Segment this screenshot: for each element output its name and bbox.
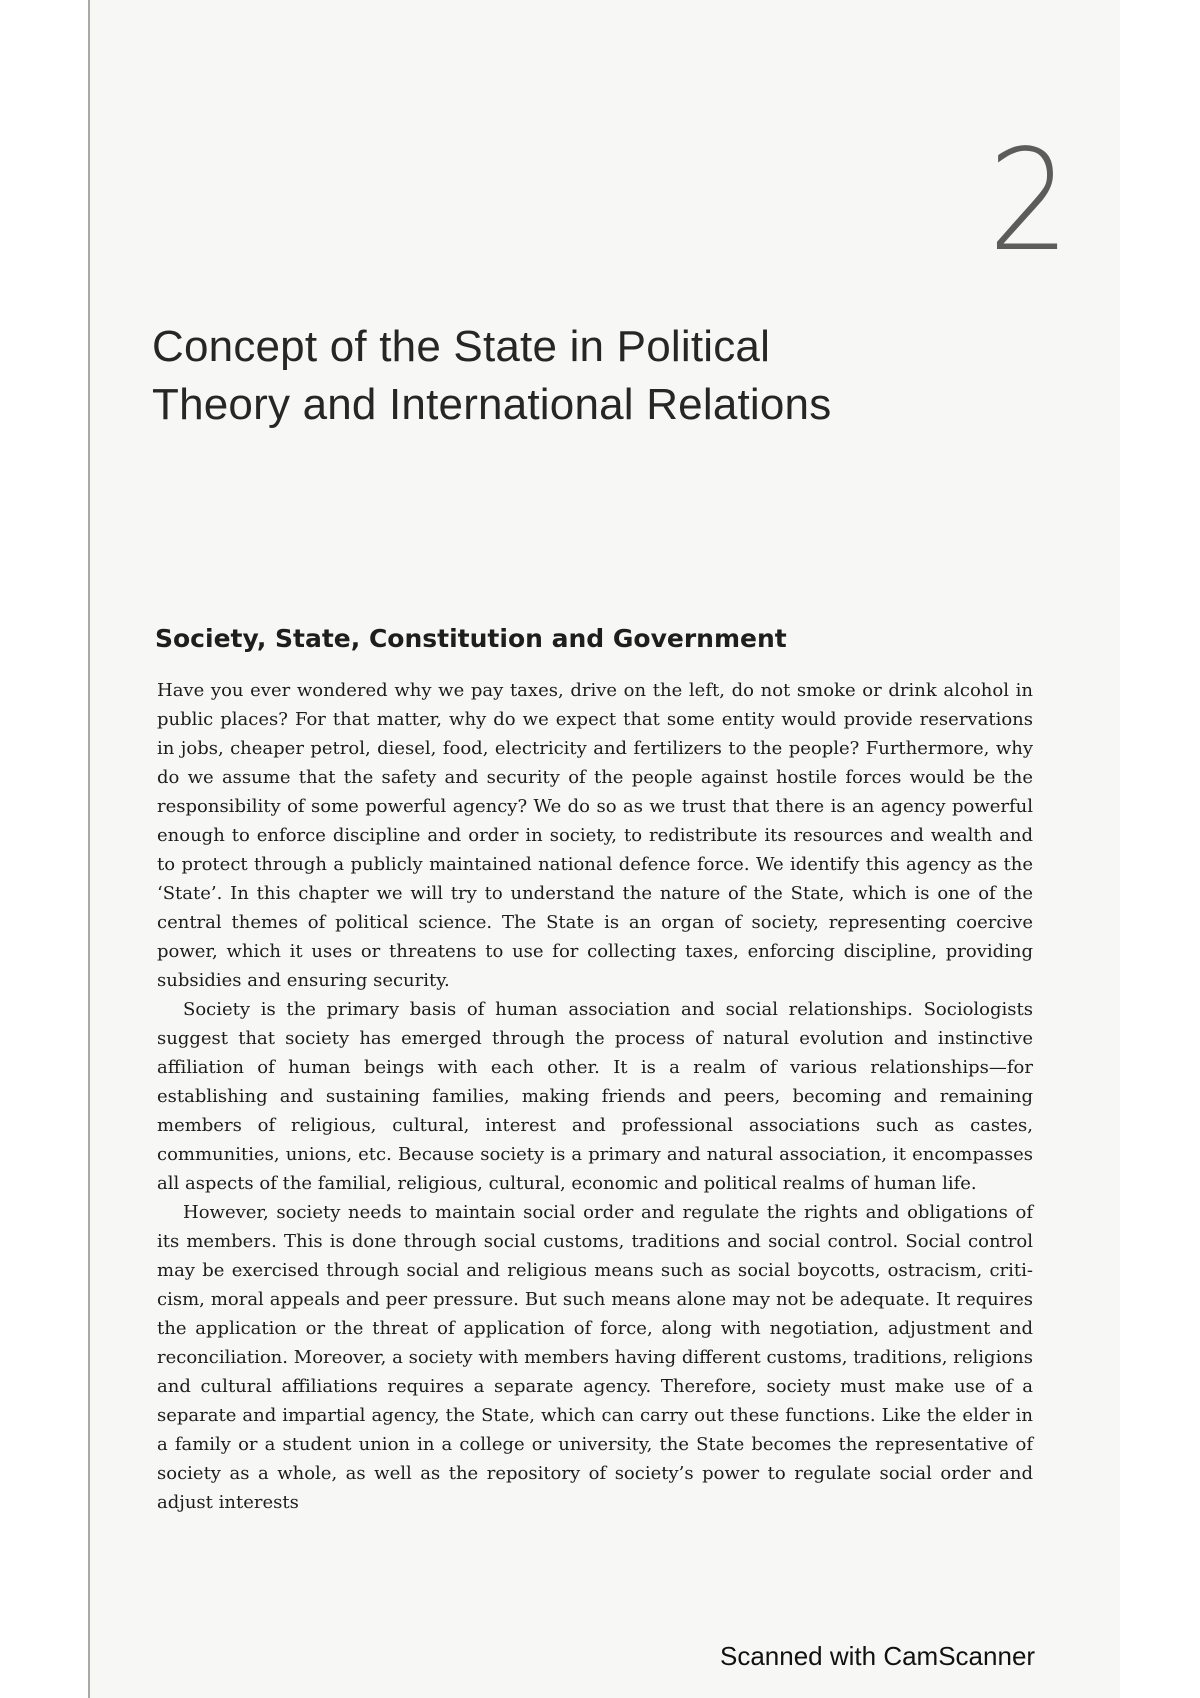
body-text — [157, 676, 1033, 1517]
chapter-title — [152, 318, 972, 434]
chapter-number: 2 — [988, 120, 1070, 283]
section-heading: Society, State, Constitution and Government — [155, 624, 787, 653]
paragraph-3: However, society needs to maintain social order and regulate the rights and obligations of its members. This is done through social customs, traditions and social control. Social control may be exercised through social and religious means such as social boycotts, ostracism, criticism, moral appeals and peer pressure. But such means alone may not be adequate. It requires the application or the threat of application of force, along with negotiation, adjustment and reconciliation. Moreover, a society with members having different customs, traditions, religions and cultural affiliations requires a separate agency. Therefore, society must make use of a separate and impartial agency, the State, which can carry out these functions. Like the elder in a family or a student union in a college or university, the State becomes the representative of society as a whole, as well as the repository of society’s power to regulate social order and adjust interests — [157, 1202, 1033, 1513]
paragraph-1: Have you ever wondered why we pay taxes, drive on the left, do not smoke or drink alcohol in public places? For that matter, why do we expect that some entity would provide reservations in jobs, cheaper petrol, diesel, food, electricity and fertilizers to the people? Furthermore, why do we assume that the safety and security of the people against hostile forces would be the responsibility of some powerful agency? We do so as we trust that there is an agency powerful enough to enforce discipline and order in society, to redistribute its resources and wealth and to protect through a publicly maintained national defence force. We identify this agency as the ‘State’. In this chapter we will try to understand the nature of the State, which is one of the central themes of political science. The State is an organ of society, representing coercive power, which it uses or threatens to use for collecting taxes, enforcing discipline, providing subsidies and ensuring security. — [157, 680, 1033, 991]
paragraph-2: Society is the primary basis of human association and social relationships. Sociologists suggest that society has emerged through the process of natural evolution and instinctive affiliation of human beings with each other. It is a realm of various relationships—for establishing and sustaining families, making friends and peers, becoming and remaining members of religious, cultural, interest and professional associations such as castes, communities, unions, etc. Because society is a primary and natural association, it encompasses all aspects of the familial, religious, cultural, economic and political realms of human life. — [157, 999, 1033, 1194]
camscanner-watermark: Scanned with CamScanner — [720, 1641, 1036, 1671]
chapter-title-line-2: Theory and International Relations — [152, 380, 832, 429]
chapter-title-line-1: Concept of the State in Political — [152, 322, 771, 371]
